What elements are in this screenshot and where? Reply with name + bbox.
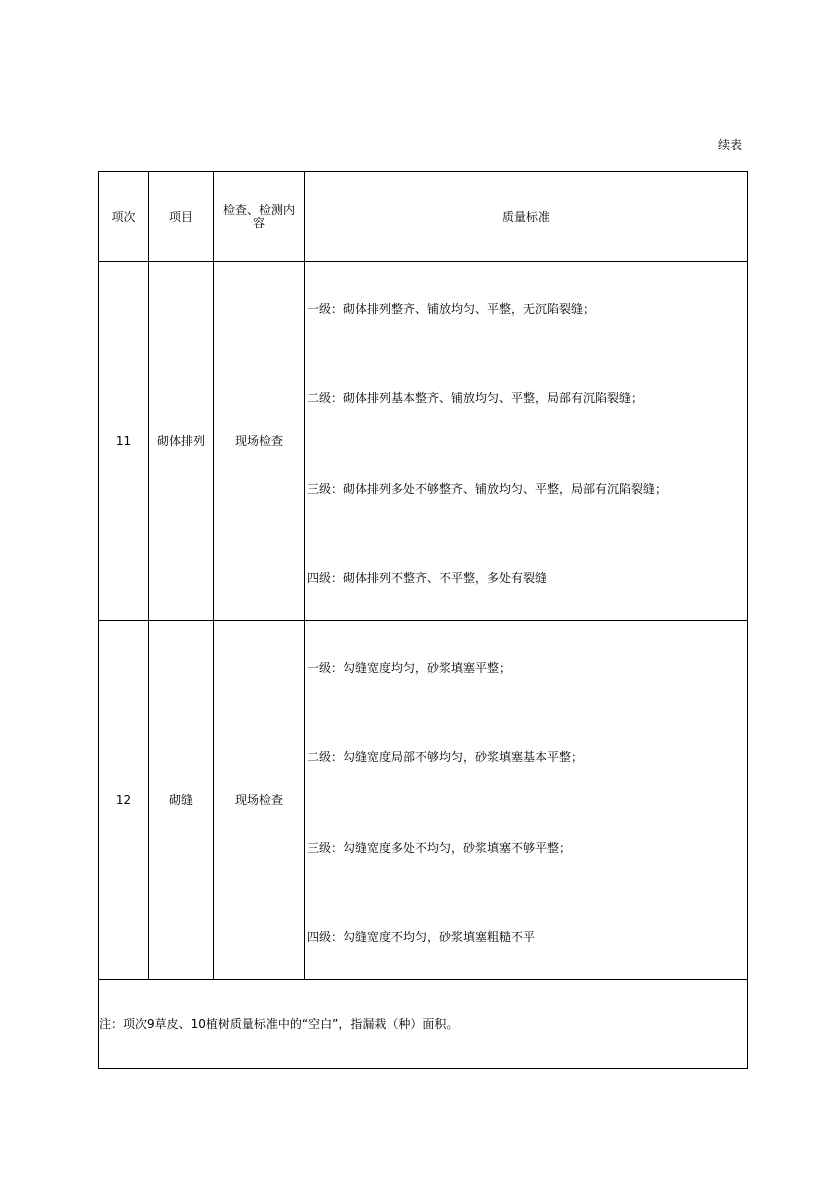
standard-level-1: 一级：勾缝宽度均匀，砂浆填塞平整； bbox=[307, 661, 512, 675]
table-note: 注：项次9草皮、10植树质量标准中的“空白”，指漏栽（种）面积。 bbox=[99, 980, 748, 1069]
table-note-row bbox=[99, 980, 748, 1069]
standard-level-2: 二级：砌体排列基本整齐、铺放均匀、平整，局部有沉陷裂缝； bbox=[307, 391, 644, 405]
row-item-no: 12 bbox=[99, 621, 149, 980]
standard-level-4: 四级：勾缝宽度不均匀，砂浆填塞粗糙不平 bbox=[307, 930, 536, 944]
row-item-no: 11 bbox=[99, 262, 149, 621]
standard-level-3: 三级：勾缝宽度多处不均匀，砂浆填塞不够平整； bbox=[307, 841, 572, 855]
header-inspection-content-text: 检查、检测内容 bbox=[222, 202, 295, 230]
continued-label: 续表 bbox=[718, 138, 743, 152]
table-row bbox=[99, 262, 748, 621]
standard-level-3: 三级：砌体排列多处不够整齐、铺放均匀、平整，局部有沉陷裂缝； bbox=[307, 482, 668, 496]
row-item-name: 砌体排列 bbox=[149, 262, 214, 621]
row-inspection-content: 现场检查 bbox=[214, 262, 305, 621]
standard-level-2: 二级：勾缝宽度局部不够均匀，砂浆填塞基本平整； bbox=[307, 750, 584, 764]
row-quality-standard bbox=[305, 262, 748, 621]
row-quality-standard bbox=[305, 621, 748, 980]
table-header-row bbox=[99, 172, 748, 262]
header-item-no: 项次 bbox=[99, 172, 149, 262]
standard-level-4: 四级：砌体排列不整齐、不平整，多处有裂缝 bbox=[307, 571, 548, 585]
header-item-name: 项目 bbox=[149, 172, 214, 262]
quality-standard-table bbox=[98, 171, 748, 1069]
standard-level-1: 一级：砌体排列整齐、铺放均匀、平整，无沉陷裂缝； bbox=[307, 302, 596, 316]
row-inspection-content: 现场检查 bbox=[214, 621, 305, 980]
table-row bbox=[99, 621, 748, 980]
header-inspection-content bbox=[214, 172, 305, 262]
row-item-name: 砌缝 bbox=[149, 621, 214, 980]
header-quality-standard: 质量标准 bbox=[305, 172, 748, 262]
